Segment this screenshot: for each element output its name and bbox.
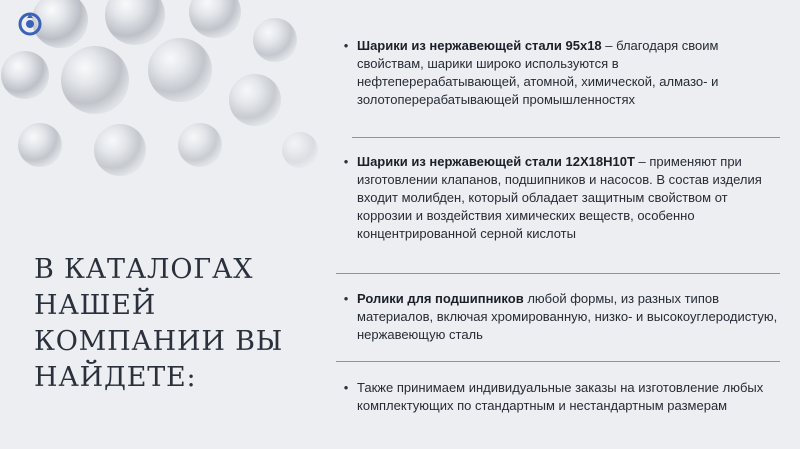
bullet: • (343, 154, 349, 169)
list-item-text (357, 290, 785, 344)
bullet: • (343, 291, 349, 306)
list-item-description: – применяют при изготовлении клапанов, подшипников и насосов. В состав изделия входит молибден, который обладает защитным свойством от коррозии и воздействия химических веществ, особенно концентрированной серной кислоты (357, 154, 762, 241)
list-item-text (357, 379, 785, 415)
catalog-list (335, 0, 785, 449)
list-item-description: – благодаря своим свойствам, шарики широко используются в нефтеперерабатывающей, атомной, химической, алмазо- и золотоперерабатывающей промышленностях (357, 38, 719, 107)
list-item-description: любой формы, из разных типов материалов, включая хромированную, низко- и высокоуглеродистую, нержавеющую сталь (357, 291, 778, 342)
list-item-title: Шарики из нержавеющей стали 95х18 (357, 38, 602, 53)
list-item-title: Ролики для подшипников (357, 291, 524, 306)
list-item-text (357, 153, 785, 243)
company-logo[interactable] (18, 12, 48, 36)
list-item (335, 153, 785, 243)
list-item-title: Шарики из нержавеющей стали 12Х18Н10Т (357, 154, 635, 169)
bullet: • (343, 380, 349, 395)
list-item-description: Также принимаем индивидуальные заказы на изготовление любых комплектующих по стандартным и нестандартным размерам (357, 380, 764, 413)
company-logo-icon (18, 12, 42, 36)
list-item-text (357, 37, 785, 109)
list-item (335, 379, 785, 415)
bullet: • (343, 38, 349, 53)
list-item (335, 290, 785, 344)
steel-balls-image (0, 0, 330, 200)
list-item (335, 37, 785, 109)
page-title: В КАТАЛОГАХ НАШЕЙ КОМПАНИИ ВЫ НАЙДЕТЕ: (34, 254, 284, 393)
